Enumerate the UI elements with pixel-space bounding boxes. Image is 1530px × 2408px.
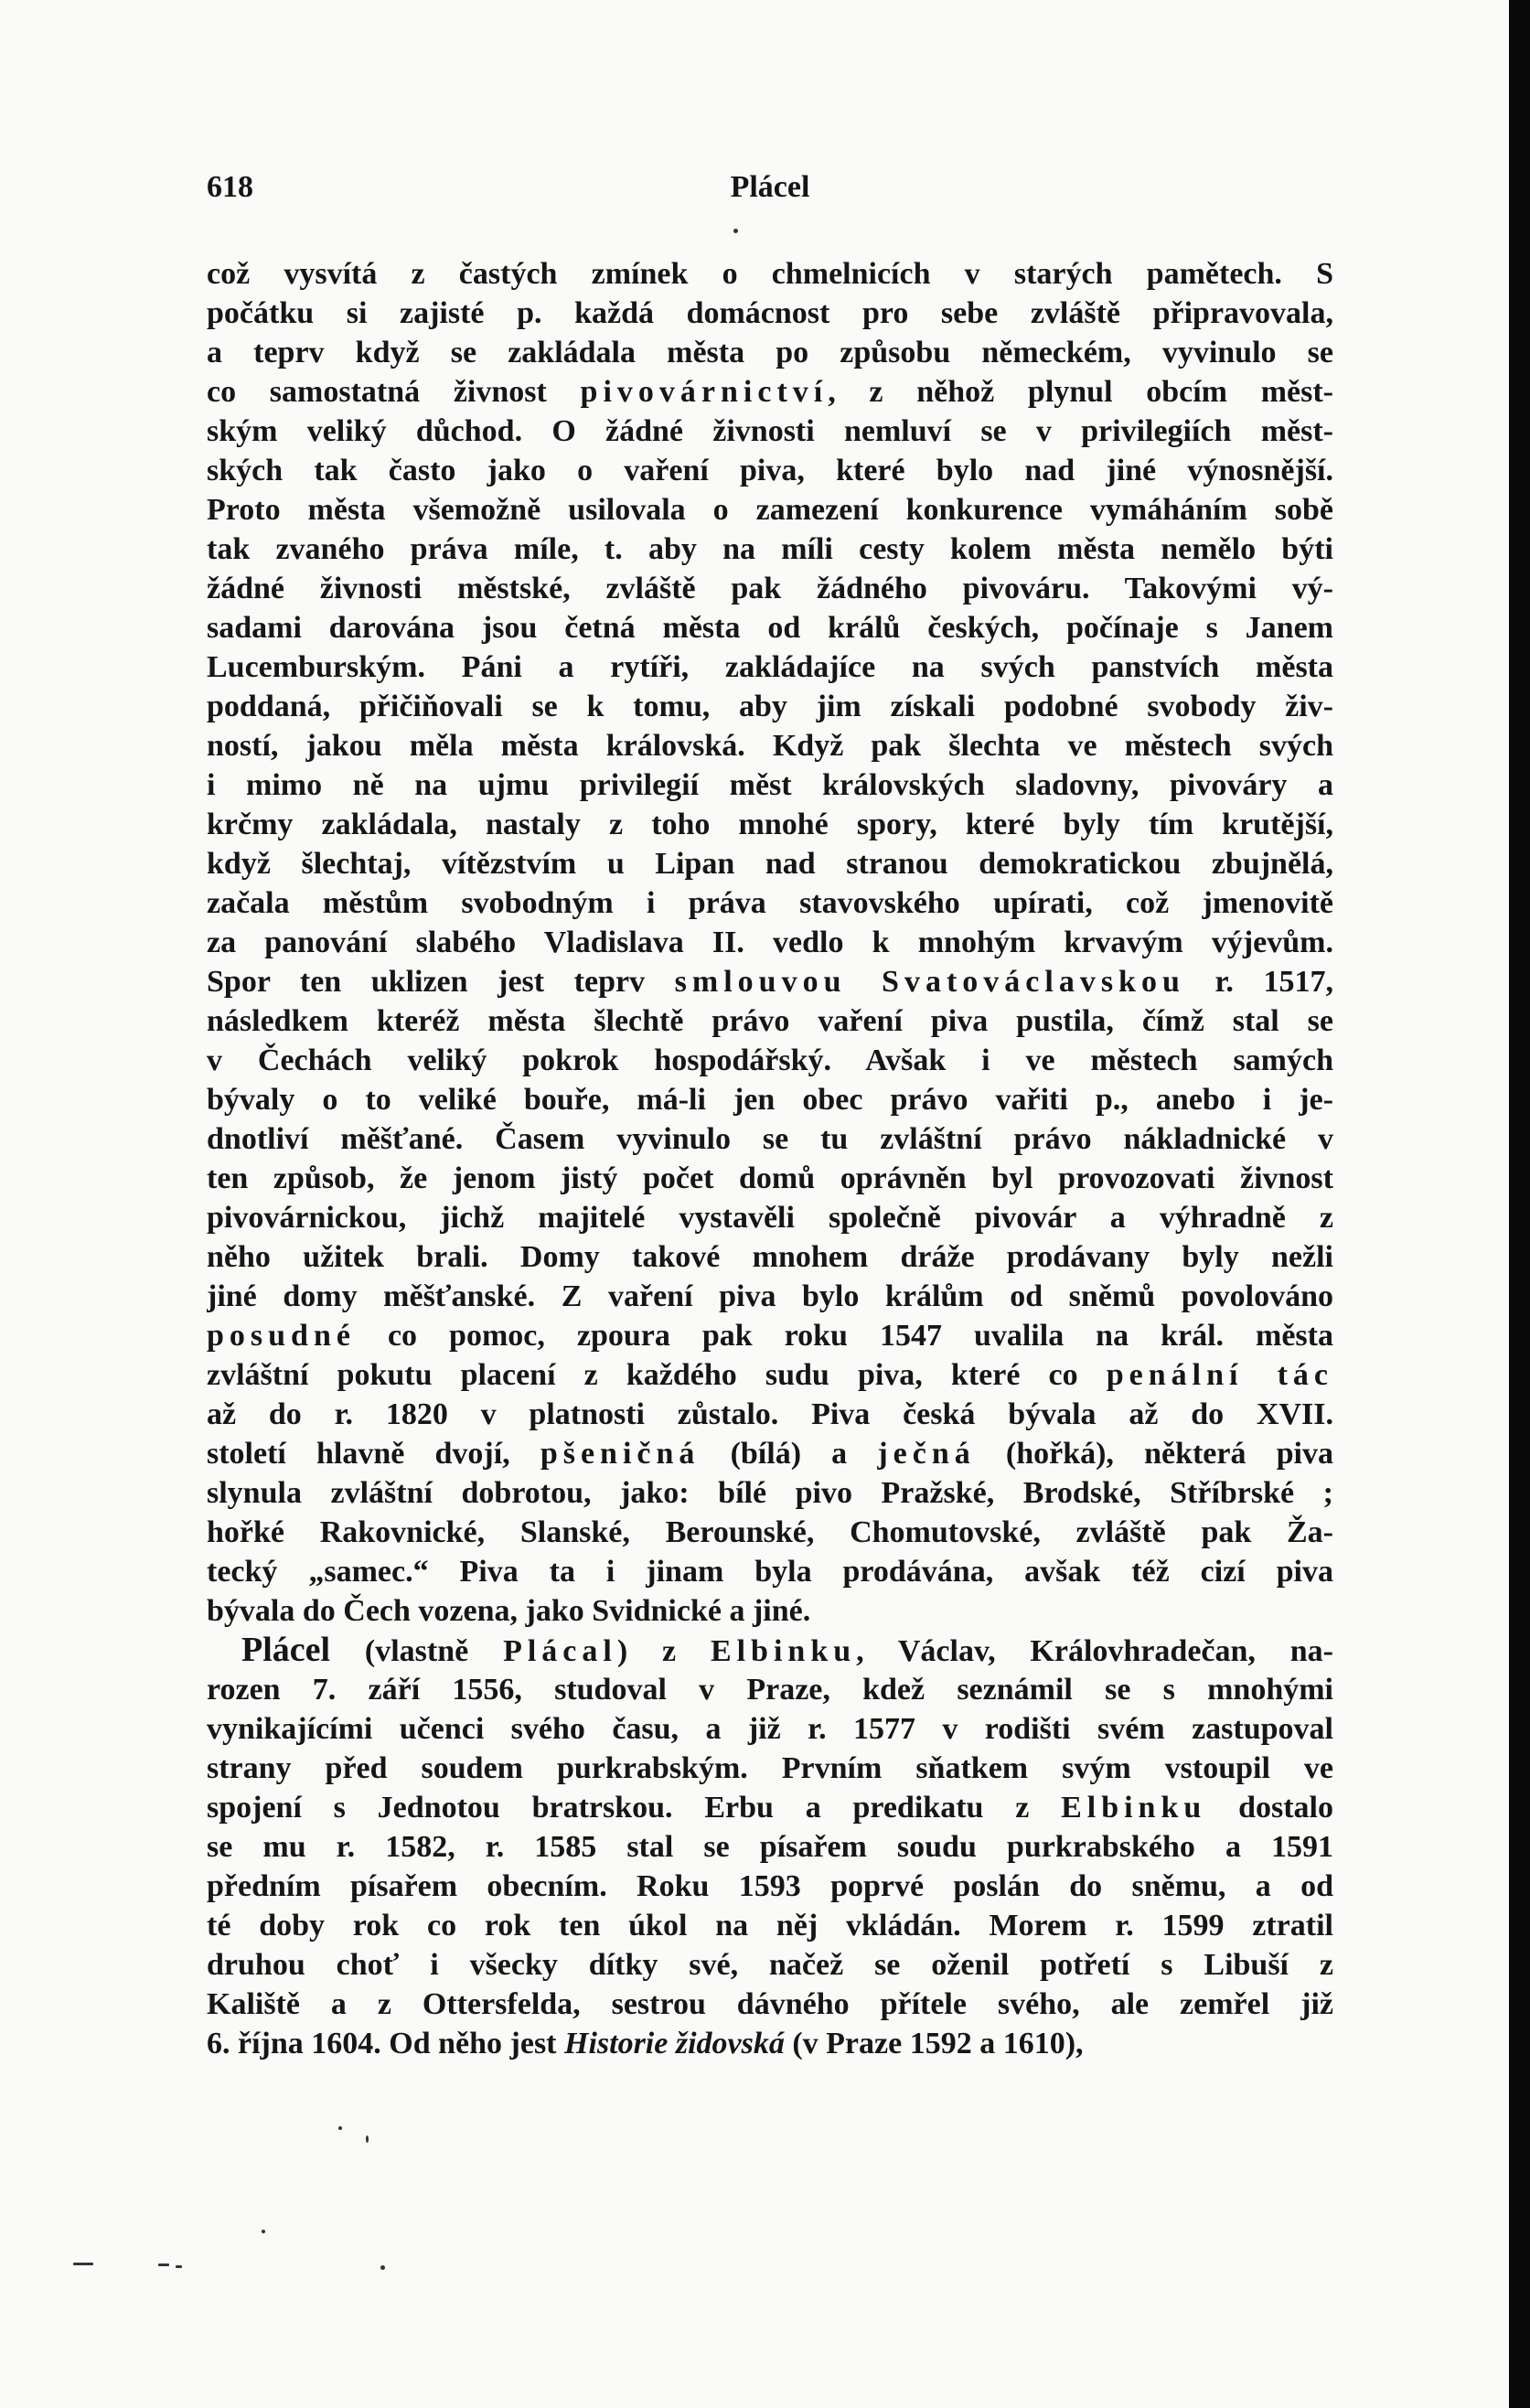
text-line: dnotliví měšťané. Časem vyvinulo se tu zvláštní právo nákladnické v: [207, 1122, 1333, 1156]
text-line: ských tak často jako o vaření piva, které bylo nad jiné výnosnější.: [207, 454, 1333, 487]
running-header: [207, 170, 1333, 216]
text-line: 6. října 1604. Od něho jest Historie židovská (v Praze 1592 a 1610),: [207, 2027, 1084, 2060]
text-line: začala městům svobodným i práva stavovského upírati, což jmenovitě: [207, 886, 1333, 920]
text-line: když šlechtaj, vítězstvím u Lipan nad stranou demokratickou zbujnělá,: [207, 847, 1333, 881]
text-line: až do r. 1820 v platnosti zůstalo. Piva česká bývala až do XVII.: [207, 1397, 1333, 1431]
text-line: hořké Rakovnické, Slanské, Berounské, Chomutovské, zvláště pak Ža-: [207, 1515, 1333, 1549]
text-line: století hlavně dvojí, pšeničná (bílá) a ječná (hořká), některá piva: [207, 1437, 1333, 1471]
spaced-emphasis: Elbinku: [710, 1634, 857, 1668]
text-line: sadami darována jsou četná města od králů českých, počínaje s Janem: [207, 611, 1333, 645]
text-line: Spor ten uklizen jest teprv smlouvou Svatováclavskou r. 1517,: [207, 965, 1333, 999]
text-line: i mimo ně na ujmu privilegií měst královských sladovny, pivováry a: [207, 768, 1333, 802]
text-line: Plácel (vlastně Plácal) z Elbinku, Václav, Královhradečan, na-: [241, 1631, 1333, 1669]
text-line: bývala do Čech vozena, jako Svidnické a jiné.: [207, 1594, 811, 1628]
spaced-emphasis: pivovárnictví: [580, 375, 829, 409]
text-line: co samostatná živnost pivovárnictví, z něhož plynul obcím měst-: [207, 375, 1333, 409]
scan-edge: [1509, 0, 1530, 2408]
text-line: poddaná, přičiňovali se k tomu, aby jim získali podobné svobody živ-: [207, 690, 1333, 723]
scan-speck: [733, 229, 738, 233]
spaced-emphasis: penální tác: [1106, 1358, 1333, 1392]
scan-speck: [158, 2264, 169, 2266]
entry-headword: Plácel: [241, 1631, 331, 1669]
text-line: zvláštní pokutu placení z každého sudu piva, které co penální tác: [207, 1358, 1333, 1392]
text-line: té doby rok co rok ten úkol na něj vkládán. Morem r. 1599 ztratil: [207, 1909, 1333, 1942]
scan-speck: [338, 2126, 342, 2130]
text-line: strany před soudem purkrabským. Prvním sňatkem svým vstoupil ve: [207, 1751, 1333, 1785]
text-line: druhou choť i všecky dítky své, načež se oženil potřetí s Libuší z: [207, 1948, 1333, 1982]
text-line: krčmy zakládala, nastaly z toho mnohé spory, které byly tím krutější,: [207, 808, 1333, 841]
text-line: ností, jakou měla města královská. Když pak šlechta ve městech svých: [207, 729, 1333, 763]
scan-speck: [73, 2263, 93, 2265]
text-line: v Čechách veliký pokrok hospodářský. Avšak i ve městech samých: [207, 1043, 1333, 1077]
text-line: vynikajícími učenci svého času, a již r. 1577 v rodišti svém zastupoval: [207, 1712, 1333, 1746]
text-line: za panování slabého Vladislava II. vedlo k mnohým krvavým výjevům.: [207, 926, 1333, 959]
page-number: 618: [207, 170, 253, 204]
text-line: následkem kteréž města šlechtě právo vaření piva pustila, čímž stal se: [207, 1004, 1333, 1038]
text-line: Kaliště a z Ottersfelda, sestrou dávného přítele svého, ale zemřel již: [207, 1987, 1333, 2021]
spaced-emphasis: ječná: [877, 1437, 976, 1471]
text-line: Lucemburským. Páni a rytíři, zakládajíce na svých panstvích města: [207, 650, 1333, 684]
text-line: což vysvítá z častých zmínek o chmelnicích v starých pamětech. S: [207, 257, 1333, 291]
italic-title: Historie židovská: [564, 2027, 785, 2060]
text-line: slynula zvláštní dobrotou, jako: bílé pivo Pražské, Brodské, Stříbrské ;: [207, 1476, 1333, 1510]
body-text: [207, 254, 1333, 2063]
text-line: spojení s Jednotou bratrskou. Erbu a predikatu z Elbinku dostalo: [207, 1791, 1333, 1825]
scan-speck: [380, 2265, 385, 2270]
scan-speck: [366, 2135, 369, 2143]
spaced-emphasis: pšeničná: [540, 1437, 701, 1471]
scan-speck: [262, 2230, 265, 2233]
text-line: ským veliký důchod. O žádné živnosti nemluví se v privilegiích měst-: [207, 414, 1333, 448]
running-title: Plácel: [730, 170, 810, 204]
text-line: a teprv když se zakládala města po způsobu německém, vyvinulo se: [207, 336, 1333, 369]
text-line: pivovárnickou, jichž majitelé vystavěli společně pivovár a výhradně z: [207, 1201, 1333, 1235]
spaced-emphasis: Elbinku: [1061, 1791, 1207, 1825]
text-line: Proto města všemožně usilovala o zamezení konkurence vymáháním sobě: [207, 493, 1333, 527]
text-line: tak zvaného práva míle, t. aby na míli cesty kolem města nemělo býti: [207, 532, 1333, 566]
text-line: jiné domy měšťanské. Z vaření piva bylo králům od sněmů povolováno: [207, 1279, 1333, 1313]
text-line: posudné co pomoc, zpoura pak roku 1547 uvalila na král. města: [207, 1319, 1333, 1353]
text-line: rozen 7. září 1556, studoval v Praze, kdež seznámil se s mnohými: [207, 1673, 1333, 1707]
spaced-emphasis: smlouvou Svatováclavskou: [674, 965, 1185, 999]
scan-speck: [176, 2265, 182, 2268]
text-line: tecký „samec.“ Piva ta i jinam byla prodávána, avšak též cizí piva: [207, 1555, 1333, 1589]
text-line: bývaly o to veliké bouře, má-li jen obec právo vařiti p., anebo i je-: [207, 1083, 1333, 1117]
text-line: ten způsob, že jenom jistý počet domů oprávněn byl provozovati živnost: [207, 1161, 1333, 1195]
text-line: žádné živnosti městské, zvláště pak žádného pivováru. Takovými vý-: [207, 572, 1333, 605]
text-line: počátku si zajisté p. každá domácnost pro sebe zvláště připravovala,: [207, 296, 1333, 330]
text-line: se mu r. 1582, r. 1585 stal se písařem soudu purkrabského a 1591: [207, 1830, 1333, 1864]
spaced-emphasis: posudné: [207, 1319, 356, 1353]
text-line: předním písařem obecním. Roku 1593 poprvé poslán do sněmu, a od: [207, 1869, 1333, 1903]
spaced-emphasis: Plácal: [503, 1634, 617, 1668]
text-line: něho užitek brali. Domy takové mnohem dráže prodávany byly nežli: [207, 1240, 1333, 1274]
